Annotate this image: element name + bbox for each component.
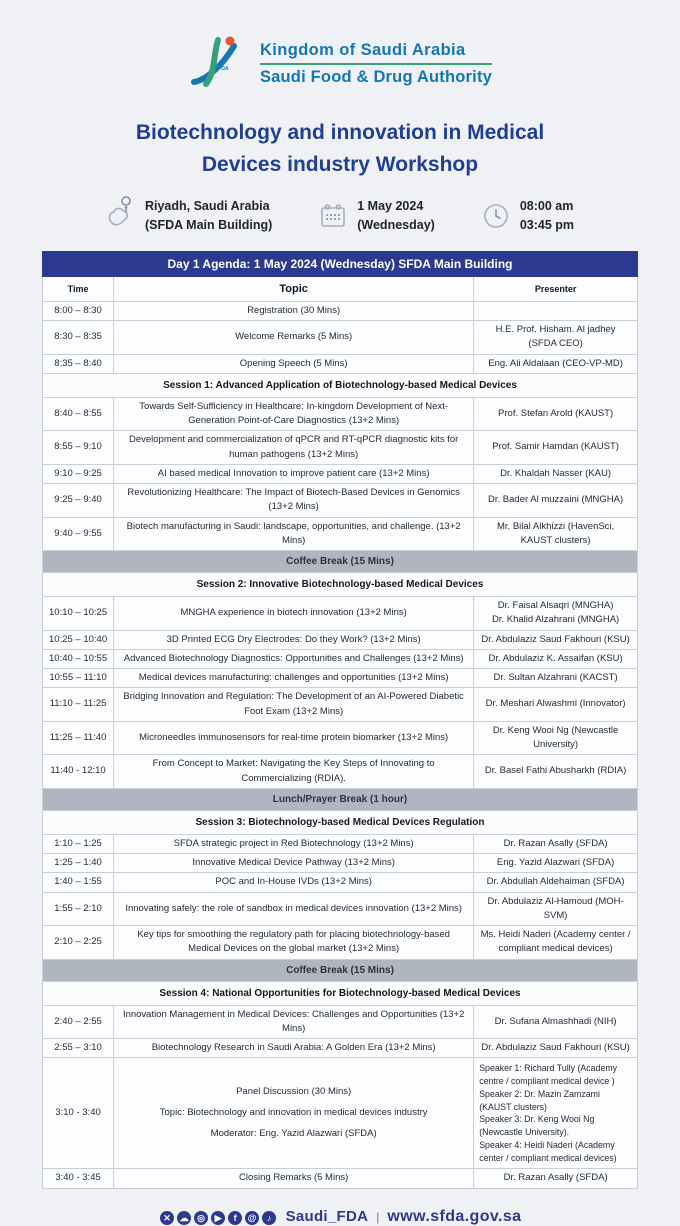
event-info-row bbox=[106, 197, 574, 236]
topic-cell bbox=[114, 854, 474, 873]
topic-line: SFDA strategic project in Red Biotechnology (13+2 Mins) bbox=[173, 837, 414, 849]
presenter-cell bbox=[474, 630, 638, 649]
topic-cell bbox=[114, 354, 474, 373]
x-twitter-icon[interactable]: ✕ bbox=[160, 1211, 174, 1225]
presenter-cell bbox=[474, 597, 638, 631]
column-header-row bbox=[43, 276, 638, 301]
break-row bbox=[43, 788, 638, 810]
agenda-table-head bbox=[43, 251, 638, 301]
presenter-cell bbox=[474, 321, 638, 355]
column-header-presenter: Presenter bbox=[474, 276, 638, 301]
threads-icon[interactable]: @ bbox=[245, 1211, 259, 1225]
topic-line: Welcome Remarks (5 Mins) bbox=[235, 331, 353, 343]
youtube-icon[interactable]: ▶ bbox=[211, 1211, 225, 1225]
presenter-cell bbox=[474, 517, 638, 551]
topic-cell bbox=[114, 926, 474, 960]
presenter-line: compliant medical devices) bbox=[498, 943, 613, 955]
time-cell: 1:25 – 1:40 bbox=[43, 854, 114, 873]
page-title: Biotechnology and innovation in Medical Devices industry Workshop bbox=[135, 121, 545, 176]
topic-line: Registration (30 Mins) bbox=[247, 304, 341, 316]
table-row bbox=[43, 854, 638, 873]
topic-cell bbox=[114, 892, 474, 926]
topic-line: From Concept to Market: Navigating the Key Steps of Innovating to Commercializing (RDIA). bbox=[152, 758, 435, 784]
presenter-line: Mr. Bilal Alkhizzi (HavenSci, KAUST clusters) bbox=[496, 520, 615, 546]
presenter-line: Dr. Razan Asally (SFDA) bbox=[503, 837, 608, 849]
table-row bbox=[43, 1039, 638, 1058]
session-row bbox=[43, 573, 638, 597]
presenter-cell bbox=[474, 755, 638, 789]
table-row bbox=[43, 649, 638, 668]
time-cell: 11:40 - 12:10 bbox=[43, 755, 114, 789]
presenter-line: Speaker 4: Heidi Naderi (Academy center / compliant medical devices) bbox=[479, 1139, 617, 1163]
time-cell: 9:10 – 9:25 bbox=[43, 464, 114, 483]
presenter-line: Dr. Abdulaziz Saud Fakhouri (KSU) bbox=[481, 1042, 630, 1053]
topic-line: Innovating safely: the role of sandbox in medical devices innovation (13+2 Mins) bbox=[125, 902, 462, 914]
presenter-line: Speaker 1: Richard Tully (Academy centre / compliant medical device ) bbox=[479, 1063, 618, 1086]
time-cell: 8:55 – 9:10 bbox=[43, 431, 114, 465]
topic-cell bbox=[114, 1169, 474, 1188]
session-row bbox=[43, 373, 638, 397]
topic-line: Medical devices manufacturing: challenges and opportunities (13+2 Mins) bbox=[138, 672, 449, 683]
topic-line: Opening Speech (5 Mins) bbox=[239, 357, 348, 369]
time-cell: 2:10 – 2:25 bbox=[43, 926, 114, 960]
presenter-cell bbox=[474, 926, 638, 960]
location-pin-icon bbox=[106, 201, 136, 231]
presenter-cell bbox=[474, 649, 638, 668]
presenter-line: Dr. Meshari Alwashmi (Innovator) bbox=[485, 698, 626, 710]
topic-cell bbox=[114, 688, 474, 722]
presenter-line: Dr. Razan Asally (SFDA) bbox=[503, 1172, 608, 1184]
table-row bbox=[43, 755, 638, 789]
tiktok-icon[interactable]: ♪ bbox=[262, 1211, 276, 1225]
presenter-line: Dr. Khaldah Nasser (KAU) bbox=[500, 467, 612, 479]
time-line1: 08:00 am bbox=[519, 199, 574, 213]
topic-cell bbox=[114, 873, 474, 892]
table-row bbox=[43, 354, 638, 373]
topic-cell bbox=[114, 721, 474, 755]
topic-line: Advanced Biotechnology Diagnostics: Opportunities and Challenges (13+2 Mins) bbox=[123, 652, 464, 664]
topic-cell bbox=[114, 834, 474, 853]
topic-line: Topic: Biotechnology and innovation in medical devices industry bbox=[159, 1107, 428, 1119]
topic-line: Revolutionizing Healthcare: The Impact of Biotech-Based Devices in Genomics (13+2 Mins) bbox=[127, 487, 460, 513]
topic-line: Innovative Medical Device Pathway (13+2 Mins) bbox=[192, 857, 395, 868]
date-info bbox=[318, 197, 435, 236]
table-row bbox=[43, 892, 638, 926]
presenter-line: Dr. Bader Al muzzaini (MNGHA) bbox=[488, 494, 624, 506]
presenter-line: Dr. Keng Wooi Ng (Newcastle University) bbox=[492, 724, 619, 750]
presenter-cell bbox=[474, 464, 638, 483]
topic-cell bbox=[114, 630, 474, 649]
presenter-line: Dr. Abdullah Aldehaiman (SFDA) bbox=[486, 876, 625, 888]
table-row bbox=[43, 321, 638, 355]
presenter-cell bbox=[474, 1169, 638, 1188]
time-cell: 11:25 – 11:40 bbox=[43, 721, 114, 755]
svg-text:SFDA: SFDA bbox=[214, 66, 229, 72]
presenter-line: Dr. Abdulaziz Al-Hamoud (MOH-SVM) bbox=[487, 895, 624, 921]
agenda-table-body bbox=[43, 301, 638, 1188]
date-text bbox=[357, 197, 435, 236]
time-cell: 2:40 – 2:55 bbox=[43, 1005, 114, 1039]
location-line1: Riyadh, Saudi Arabia bbox=[144, 199, 270, 213]
topic-cell bbox=[114, 517, 474, 551]
presenter-line: Dr. Sultan Alzahrani (KACST) bbox=[493, 672, 618, 683]
topic-line: AI based medical Innovation to improve patient care (13+2 Mins) bbox=[157, 467, 430, 479]
session-label: Session 1: Advanced Application of Biotechnology-based Medical Devices bbox=[43, 373, 638, 397]
presenter-line: Dr. Abdulaziz Saud Fakhouri (KSU) bbox=[481, 633, 630, 645]
website-link[interactable]: www.sfda.gov.sa bbox=[387, 1207, 522, 1225]
table-row bbox=[43, 926, 638, 960]
footer-separator: | bbox=[376, 1209, 380, 1224]
presenter-cell bbox=[474, 1039, 638, 1058]
presenter-line: Ms. Heidi Naderi (Academy center / bbox=[480, 929, 631, 940]
snapchat-icon[interactable]: ☁ bbox=[177, 1211, 191, 1225]
agenda-table bbox=[42, 251, 638, 1189]
session-label: Session 4: National Opportunities for Biotechnology-based Medical Devices bbox=[43, 981, 638, 1005]
topic-line: Moderator: Eng. Yazid Alazwari (SFDA) bbox=[210, 1128, 377, 1140]
time-cell: 9:25 – 9:40 bbox=[43, 484, 114, 518]
topic-cell bbox=[114, 1058, 474, 1169]
break-row bbox=[43, 551, 638, 573]
table-row bbox=[43, 688, 638, 722]
location-text bbox=[145, 197, 272, 236]
presenter-cell bbox=[474, 1005, 638, 1039]
topic-cell bbox=[114, 669, 474, 688]
session-label: Session 2: Innovative Biotechnology-based Medical Devices bbox=[43, 573, 638, 597]
time-cell: 8:30 – 8:35 bbox=[43, 321, 114, 355]
table-row bbox=[43, 873, 638, 892]
table-row bbox=[43, 431, 638, 465]
time-cell: 3:10 - 3:40 bbox=[43, 1058, 114, 1169]
session-label: Session 3: Biotechnology-based Medical Devices Regulation bbox=[43, 810, 638, 834]
presenter-cell bbox=[474, 892, 638, 926]
table-row bbox=[43, 397, 638, 431]
topic-line: POC and In-House IVDs (13+2 Mins) bbox=[215, 876, 372, 888]
topic-line: Biotech manufacturing in Saudi: landscape, opportunities, and challenge. (13+2 Mins) bbox=[126, 520, 461, 546]
table-row bbox=[43, 1058, 638, 1169]
column-header-time: Time bbox=[43, 276, 114, 301]
instagram-icon[interactable]: ◎ bbox=[194, 1211, 208, 1225]
time-cell: 3:40 - 3:45 bbox=[43, 1169, 114, 1188]
day1-banner: Day 1 Agenda: 1 May 2024 (Wednesday) SFDA Main Building bbox=[43, 251, 638, 276]
topic-line: 3D Printed ECG Dry Electrodes: Do they Work? (13+2 Mins) bbox=[166, 633, 421, 645]
table-row bbox=[43, 1169, 638, 1188]
presenter-line: Speaker 2: Dr. Mazin Zamzami (KAUST clusters) bbox=[479, 1088, 600, 1112]
logo-line2: Saudi Food & Drug Authority bbox=[259, 67, 493, 86]
location-line2: (SFDA Main Building) bbox=[144, 218, 273, 233]
topic-cell bbox=[114, 597, 474, 631]
table-row bbox=[43, 1005, 638, 1039]
presenter-cell bbox=[474, 431, 638, 465]
column-header-topic: Topic bbox=[114, 276, 474, 301]
presenter-cell bbox=[474, 669, 638, 688]
presenter-cell bbox=[474, 854, 638, 873]
break-label: Coffee Break (15 Mins) bbox=[43, 551, 638, 573]
presenter-line: Dr. Khalid Alzahrani (MNGHA) bbox=[491, 614, 620, 626]
time-cell: 1:10 – 1:25 bbox=[43, 834, 114, 853]
topic-line: Closing Remarks (5 Mins) bbox=[239, 1172, 349, 1184]
table-row bbox=[43, 464, 638, 483]
location-info bbox=[106, 197, 272, 236]
presenter-cell bbox=[474, 301, 638, 320]
presenter-line: Prof. Samir Hamdan (KAUST) bbox=[492, 441, 619, 453]
topic-cell bbox=[114, 397, 474, 431]
time-info bbox=[481, 197, 574, 236]
time-cell: 1:40 – 1:55 bbox=[43, 873, 114, 892]
presenter-cell bbox=[474, 688, 638, 722]
table-row bbox=[43, 834, 638, 853]
time-cell: 2:55 – 3:10 bbox=[43, 1039, 114, 1058]
presenter-line: Speaker 3: Dr. Keng Wooi Ng (Newcastle University). bbox=[479, 1114, 595, 1137]
break-label: Coffee Break (15 Mins) bbox=[43, 959, 638, 981]
table-row bbox=[43, 517, 638, 551]
topic-line: Biotechnology Research in Saudi Arabia: A Golden Era (13+2 Mins) bbox=[151, 1042, 436, 1053]
time-cell: 10:10 – 10:25 bbox=[43, 597, 114, 631]
presenter-line: Eng. Ali Aldalaan (CEO-VP-MD) bbox=[488, 357, 623, 369]
presenter-cell bbox=[474, 1058, 638, 1169]
table-row bbox=[43, 721, 638, 755]
presenter-line: Dr. Faisal Alsaqri (MNGHA) bbox=[497, 600, 614, 611]
topic-cell bbox=[114, 1005, 474, 1039]
time-cell: 11:10 – 11:25 bbox=[43, 688, 114, 722]
time-cell: 8:40 – 8:55 bbox=[43, 397, 114, 431]
topic-cell bbox=[114, 484, 474, 518]
presenter-line: H.E. Prof. Hisham. Al jadhey (SFDA CEO) bbox=[495, 324, 616, 350]
session-row bbox=[43, 810, 638, 834]
time-line2: 03:45 pm bbox=[519, 218, 575, 233]
time-cell: 1:55 – 2:10 bbox=[43, 892, 114, 926]
topic-cell bbox=[114, 431, 474, 465]
topic-line: Innovation Management in Medical Devices: Challenges and Opportunities (13+2 Mins) bbox=[122, 1008, 465, 1034]
topic-line: Development and commercialization of qPCR and RT-qPCR diagnostic kits for human pathogens (13+2 Mins) bbox=[128, 434, 459, 460]
topic-cell bbox=[114, 464, 474, 483]
banner-row bbox=[43, 251, 638, 276]
presenter-cell bbox=[474, 721, 638, 755]
date-line2: (Wednesday) bbox=[357, 218, 435, 233]
presenter-line: Dr. Basel Fathi Abusharkh (RDIA) bbox=[484, 765, 627, 777]
table-row bbox=[43, 301, 638, 320]
presenter-cell bbox=[474, 834, 638, 853]
facebook-icon[interactable]: f bbox=[228, 1211, 242, 1225]
table-row bbox=[43, 669, 638, 688]
presenter-cell bbox=[474, 354, 638, 373]
presenter-line: Dr. Sufana Almashhadi (NIH) bbox=[494, 1015, 617, 1027]
time-cell: 8:35 – 8:40 bbox=[43, 354, 114, 373]
break-label: Lunch/Prayer Break (1 hour) bbox=[43, 788, 638, 810]
topic-cell bbox=[114, 755, 474, 789]
footer bbox=[159, 1208, 522, 1226]
table-row bbox=[43, 630, 638, 649]
presenter-line: Eng. Yazid Alazwari (SFDA) bbox=[496, 857, 615, 868]
sfda-logo-icon bbox=[188, 34, 250, 93]
time-cell: 9:40 – 9:55 bbox=[43, 517, 114, 551]
session-row bbox=[43, 981, 638, 1005]
topic-line: Towards Self-Sufficiency in Healthcare: In-kingdom Development of Next-Generation Point-of-Care Diagnostics (13+2 Mins) bbox=[139, 400, 448, 426]
presenter-line: Dr. Abdulaziz K. Assaifan (KSU) bbox=[488, 652, 623, 664]
header-logo-row bbox=[188, 34, 492, 93]
break-row bbox=[43, 959, 638, 981]
social-icons bbox=[159, 1208, 278, 1226]
topic-cell bbox=[114, 1039, 474, 1058]
time-cell: 10:40 – 10:55 bbox=[43, 649, 114, 668]
presenter-cell bbox=[474, 873, 638, 892]
topic-line: Bridging Innovation and Regulation: The Development of an AI-Powered Diabetic Foot Exam (13+2 Mins) bbox=[123, 691, 464, 717]
topic-line: Key tips for smoothing the regulatory path for placing biotechnology-based Medical Devices on the global market (13+2 Mins) bbox=[137, 929, 450, 955]
time-cell: 8:00 – 8:30 bbox=[43, 301, 114, 320]
social-handle: Saudi_FDA bbox=[285, 1208, 369, 1225]
topic-line: Panel Discussion (30 Mins) bbox=[236, 1085, 352, 1097]
logo-wordmark bbox=[260, 41, 492, 87]
table-row bbox=[43, 597, 638, 631]
presenter-cell bbox=[474, 484, 638, 518]
time-text bbox=[520, 197, 574, 236]
topic-cell bbox=[114, 301, 474, 320]
topic-line: Microneedles immunosensors for real-time protein biomarker (13+2 Mins) bbox=[139, 731, 449, 743]
time-cell: 10:55 – 11:10 bbox=[43, 669, 114, 688]
topic-line: MNGHA experience in biotech innovation (13+2 Mins) bbox=[180, 607, 407, 619]
presenter-line: Prof. Stefan Arold (KAUST) bbox=[498, 407, 614, 419]
table-row bbox=[43, 484, 638, 518]
topic-cell bbox=[114, 321, 474, 355]
logo-line1: Kingdom of Saudi Arabia bbox=[260, 41, 492, 65]
presenter-cell bbox=[474, 397, 638, 431]
clock-icon bbox=[481, 201, 511, 231]
date-line1: 1 May 2024 bbox=[357, 199, 424, 213]
time-cell: 10:25 – 10:40 bbox=[43, 630, 114, 649]
topic-cell bbox=[114, 649, 474, 668]
calendar-icon bbox=[318, 201, 348, 231]
